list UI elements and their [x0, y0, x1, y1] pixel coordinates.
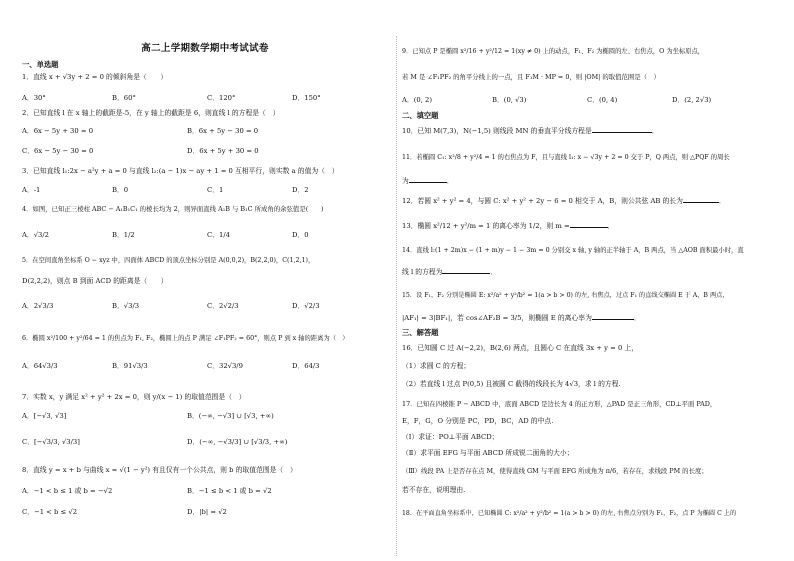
question-16-part2: （2）若直线 l 过点 P(0,5) 且被圆 C 截得的线段长为 4√3，求 l 的方程.: [402, 380, 621, 388]
question-10: 10．已知 M(7,3)，N(−1,5) 则线段 MN 的垂直平分线方程是 ．: [402, 127, 659, 135]
answer-blank: [592, 126, 652, 133]
question-15-text: |AF₁| = 3|BF₁|，若 cos∠AF₂B = 3/5，则椭圆 E 的离心率为: [402, 314, 592, 322]
question-12: 12．若圆 x² + y² = 4，与圆 C: x² + y² + 2y − 6 = 0 相交于 A，B，则公共弦 AB 的长为 ．: [402, 197, 726, 205]
question-16: 16．已知圆 C 过 A(−2,2)，B(2,6) 两点，且圆心 C 在直线 3x + y = 0 上，: [402, 344, 639, 352]
option-a: A．−1 < b ≤ 1 或 b = −√2: [22, 487, 113, 495]
option-a: A．[−√3, √3]: [22, 412, 67, 420]
option-d: D．0: [292, 231, 309, 239]
option-a: A．(0, 2): [402, 96, 432, 104]
answer-blank: [442, 267, 490, 274]
option-d: D．6x + 5y + 30 = 0: [187, 147, 259, 155]
question-13: 13．椭圆 x²/12 + y²/m = 1 的离心率为 1/2，则 m = ．: [402, 222, 615, 230]
question-17-line2: E，F，G，O 分别是 PC，PD，BC，AD 的中点.: [402, 417, 554, 425]
question-8: 8．直线 y = x + b 与曲线 x = √(1 − y²) 有且仅有一个公共点，则 b 的取值范围是（ ）: [22, 466, 297, 474]
answer-blank: [570, 221, 608, 228]
question-15-line2: |AF₁| = 3|BF₁|，若 cos∠AF₂B = 3/5，则椭圆 E 的离心率为 ．: [402, 314, 641, 322]
option-d: D．√2/3: [292, 302, 320, 310]
question-14-line1: 14．直线 l:(1 + 2m)x − (1 + m)y − 1 − 3m = 0 分别交 x 轴, y 轴的正半轴于 A，B 两点，当 △AOB 面积最小时，直: [402, 247, 744, 254]
option-d: D．|b| = √2: [187, 508, 227, 516]
option-b: B．60°: [112, 94, 136, 102]
question-17-part3-cont: 若不存在，说明理由.: [402, 486, 466, 494]
question-3: 3．已知直线 l₁:2x − a²y + a = 0 与直线 l₂:(a − 1)x − ay + 1 = 0 互相平行，则实数 a 的值为（ ）: [22, 167, 339, 175]
question-4: 4．如图，已知正三棱柱 ABC − A₁B₁C₁ 的棱长均为 2，则异面直线 A₁B 与 B₁C 所成角的余弦值是( ): [22, 205, 324, 213]
option-a: A．√3/2: [22, 231, 49, 239]
option-c: C．1/4: [207, 231, 230, 239]
option-d: D．(2, 2√3): [672, 96, 712, 104]
option-c: C．(0, 4): [587, 96, 618, 104]
option-b: B．(0, √3): [492, 96, 527, 104]
question-2: 2．已知直线 l 在 x 轴上的截距是-5，在 y 轴上的截距是 6，则直线 l 的方程是（ ）: [22, 109, 280, 117]
option-c: C．6x − 5y − 30 = 0: [22, 147, 94, 155]
answer-blank: [592, 313, 634, 320]
question-1: 1．直线 x + √3y + 2 = 0 的倾斜角是（ ）: [22, 73, 168, 81]
question-5-line1: 5．在空间直角坐标系 O − xyz 中，四面体 ABCD 的顶点坐标分别是 A(0,0,2)，B(2,2,0)，C(1,2,1)，: [22, 257, 315, 264]
option-a: A．64√3/3: [22, 362, 58, 370]
question-10-text: 10．已知 M(7,3)，N(−1,5) 则线段 MN 的垂直平分线方程是: [402, 127, 592, 135]
option-a: A．2√3/3: [22, 302, 54, 310]
question-11-line1: 11．若椭圆 C₁: x²/8 + y²/4 = 1 的右焦点为 F，且与直线 l₁: x − √3y + 2 = 0 交于 P，Q 两点，则 △PQF 的周长: [402, 154, 730, 161]
option-b: B．1/2: [112, 231, 135, 239]
option-d: D．150°: [292, 94, 321, 102]
question-9-line2: 若 M 是 ∠F₁PF₂ 的角平分线上的一点，且 F₁M · MP = 0，则 |OM| 的取值范围是（ ）: [402, 73, 660, 81]
question-17-part3: （Ⅲ）线段 PA 上是否存在点 M，使得直线 GM 与平面 EFG 所成角为 π/6，若存在，求线段 PM 的长度；: [402, 467, 708, 475]
option-b: B．√3/3: [112, 302, 140, 310]
answer-blank: [683, 196, 719, 203]
question-17-part2: （Ⅱ）求平面 EFG 与平面 ABCD 所成锐二面角的大小；: [402, 449, 574, 457]
question-7: 7．实数 x，y 满足 x² + y² + 2x = 0，则 y/(x − 1) 的取值范围是（ ）: [22, 393, 246, 401]
question-13-text: 13．椭圆 x²/12 + y²/m = 1 的离心率为 1/2，则 m =: [402, 222, 570, 230]
question-12-text: 12．若圆 x² + y² = 4，与圆 C: x² + y² + 2y − 6 = 0 相交于 A，B，则公共弦 AB 的长为: [402, 197, 683, 205]
question-14-line2: 线 l 的方程为 ．: [402, 268, 498, 276]
question-15-line1: 15．设 F₁，F₂ 分别是椭圆 E: x²/a² + y²/b² = 1(a > b > 0) 的左, 右焦点，过点 F₁ 的直线交椭圆 E 于 A，B 两点，: [402, 292, 729, 299]
question-11-text: 为: [402, 177, 409, 185]
option-c: C．−1 < b ≤ √2: [22, 508, 78, 516]
question-6: 6．椭圆 x²/100 + y²/64 = 1 的焦点为 F₁, F₂，椭圆上的点 P 满足 ∠F₁PF₂ = 60°，则点 P 到 x 轴的距离为（ ）: [22, 335, 349, 342]
question-16-part1: （1）求圆 C 的方程；: [402, 362, 471, 370]
question-17-part1: （Ⅰ）求证：PO⊥平面 ABCD；: [402, 433, 499, 441]
option-d: D．2: [292, 186, 309, 194]
question-9-line1: 9．已知点 P 是椭圆 x²/16 + y²/12 = 1(xy ≠ 0) 上的动点，F₁、F₂ 为椭圆的左、右焦点，O 为坐标原点，: [402, 48, 705, 55]
section-fill-blank: 二、填空题: [402, 111, 439, 120]
question-18: 18．在平面直角坐标系中，已知椭圆 C: x²/a² + y²/b² = 1(a > b > 0) 的左, 右焦点分别为 F₁，F₂，点 P 为椭圆 C 上的: [402, 510, 737, 517]
answer-blank: [409, 176, 447, 183]
option-a: A．30°: [22, 94, 46, 102]
option-b: B．(−∞, −√3] ∪ [√3, +∞): [187, 412, 274, 420]
option-d: D．(−∞, −√3/3] ∪ [√3/3, +∞): [187, 438, 288, 446]
option-b: B．−1 ≤ b < 1 或 b = √2: [187, 487, 272, 495]
question-17-line1: 17．已知在四棱锥 P − ABCD 中，底面 ABCD 是边长为 4 的正方形，△PAD 是正三角形，CD⊥平面 PAD，: [402, 400, 717, 408]
option-b: B．6x + 5y − 30 = 0: [187, 127, 259, 135]
option-c: C．2√2/3: [207, 302, 239, 310]
question-5-line2: D(2,2,2)，则点 B 到面 ACD 的距离是（ ）: [22, 277, 168, 285]
section-single-choice: 一、单选题: [22, 60, 59, 69]
question-11-line2: 为 ．: [402, 177, 454, 185]
option-c: C．32√3/9: [207, 362, 243, 370]
option-a: A．6x − 5y + 30 = 0: [22, 127, 94, 135]
exam-title: 高二上学期数学期中考试试卷: [141, 43, 269, 54]
option-d: D．64/3: [292, 362, 320, 370]
column-divider: [396, 36, 397, 556]
option-c: C．1: [207, 186, 224, 194]
question-14-text: 线 l 的方程为: [402, 268, 443, 276]
option-b: B．0: [112, 186, 129, 194]
option-b: B．91√3/3: [112, 362, 148, 370]
option-c: C．[−√3/3, √3/3]: [22, 438, 80, 446]
section-answer: 三、解答题: [402, 328, 439, 337]
option-c: C．120°: [207, 94, 236, 102]
option-a: A．-1: [22, 186, 41, 194]
